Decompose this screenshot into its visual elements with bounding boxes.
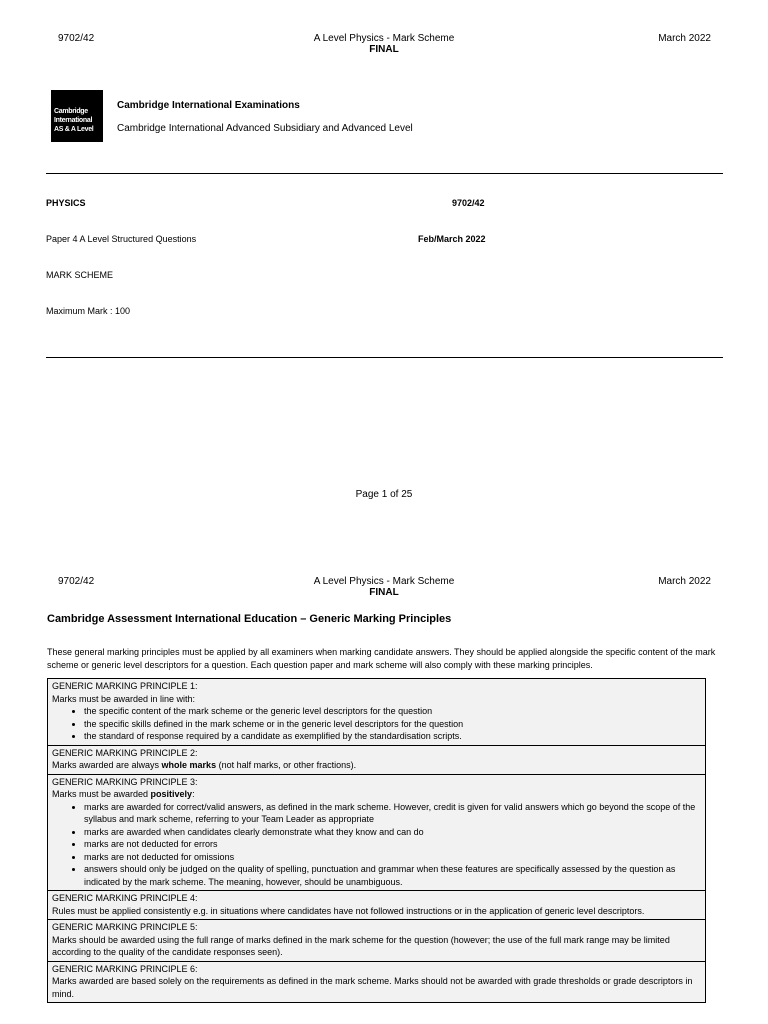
principle-text [52,788,700,801]
bullet-item: • marks are not deducted for omissions [84,851,700,864]
bottom-divider [46,357,723,358]
principle-lead: Marks must be awarded in line with: [52,693,196,704]
header-date: March 2022 [658,33,711,44]
header-title-text: A Level Physics - Mark Scheme [313,576,455,587]
text-part: : [192,789,195,799]
logo-line-3: AS & A Level [54,126,94,133]
principle-bullets [52,705,700,743]
header-status: FINAL [369,587,399,598]
text-part: (not half marks, or other fractions). [216,760,357,770]
subject-code: 9702/42 [452,198,485,208]
principle-title: GENERIC MARKING PRINCIPLE 4: [52,893,198,903]
header-code: 9702/42 [58,576,95,587]
principle-title: GENERIC MARKING PRINCIPLE 1: [52,681,198,691]
page-footer: Page 1 of 25 [355,489,413,500]
header-title [234,33,534,55]
header-title-text: A Level Physics - Mark Scheme [313,33,455,44]
exam-session: Feb/March 2022 [418,234,486,244]
principle-text [52,759,700,772]
document-type: MARK SCHEME [46,270,114,280]
subject-name: PHYSICS [46,198,86,208]
bullet-item: • the specific skills defined in the mark scheme or in the generic level descriptors for the question [84,718,700,731]
principle-6 [48,962,705,1004]
principle-text: Rules must be applied consistently e.g. in situations where candidates have not followed instructions or in the application of generic level descriptors. [52,905,645,916]
bullet-item: • the standard of response required by a candidate as exemplified by the standardisation scripts. [84,730,700,743]
maximum-mark: Maximum Mark : 100 [46,306,131,316]
principle-text: Marks awarded are based solely on the requirements as defined in the mark scheme. Marks should not be awarded with grade thresholds or grade descriptors in mind. [52,976,693,999]
top-divider [46,173,723,174]
principle-2 [48,746,705,775]
bullet-item: • marks are awarded when candidates clearly demonstrate what they know and can do [84,826,700,839]
header-date: March 2022 [658,576,711,587]
principle-title: GENERIC MARKING PRINCIPLE 2: [52,747,198,758]
bullet-item: • marks are not deducted for errors [84,838,700,851]
header-title [234,576,534,598]
principle-text: Marks should be awarded using the full range of marks defined in the mark scheme for the question (however; the use of the full mark range may be limited according to the quality of the candidate responses seen). [52,934,670,957]
paper-name: Paper 4 A Level Structured Questions [46,234,197,244]
intro-paragraph: These general marking principles must be applied by all examiners when marking candidate answers. They should be applied alongside the specific content of the mark scheme or generic level descriptors for a question. Each question paper and mark scheme will also comply with these marking principles. [47,647,716,670]
org-name: Cambridge International Examinations [117,100,300,111]
logo-line-2: International [54,117,93,124]
text-bold: positively [150,789,193,799]
text-part: Marks awarded are always [52,760,162,770]
bullet-item: • marks are awarded for correct/valid answers, as defined in the mark scheme. However, credit is given for valid answers which go beyond the scope of the syllabus and mark scheme, referring to your Team Leader as appropriate [84,801,700,826]
section-heading: Cambridge Assessment International Education – Generic Marking Principles [47,613,452,625]
principle-bullets [52,801,700,889]
principle-1 [48,679,705,746]
header-code: 9702/42 [58,33,95,44]
principle-title: GENERIC MARKING PRINCIPLE 3: [52,776,198,787]
text-part: Marks must be awarded [52,789,151,799]
principle-title: GENERIC MARKING PRINCIPLE 6: [52,963,198,974]
logo-line-1: Cambridge [54,108,88,115]
header-status: FINAL [369,44,399,55]
principle-5 [48,920,705,962]
marking-principles-table [47,678,706,1003]
bullet-item: • the specific content of the mark scheme or the generic level descriptors for the question [84,705,700,718]
principle-4 [48,891,705,920]
bullet-item: • answers should only be judged on the quality of spelling, punctuation and grammar when these features are specifically assessed by the question as indicated by the mark scheme. The meaning, however, should be unambiguous. [84,863,700,888]
principle-title: GENERIC MARKING PRINCIPLE 5: [52,922,198,932]
text-bold: whole marks [161,760,217,770]
org-subtitle: Cambridge International Advanced Subsidiary and Advanced Level [117,123,413,134]
cambridge-logo [51,90,103,142]
principle-3 [48,775,705,892]
